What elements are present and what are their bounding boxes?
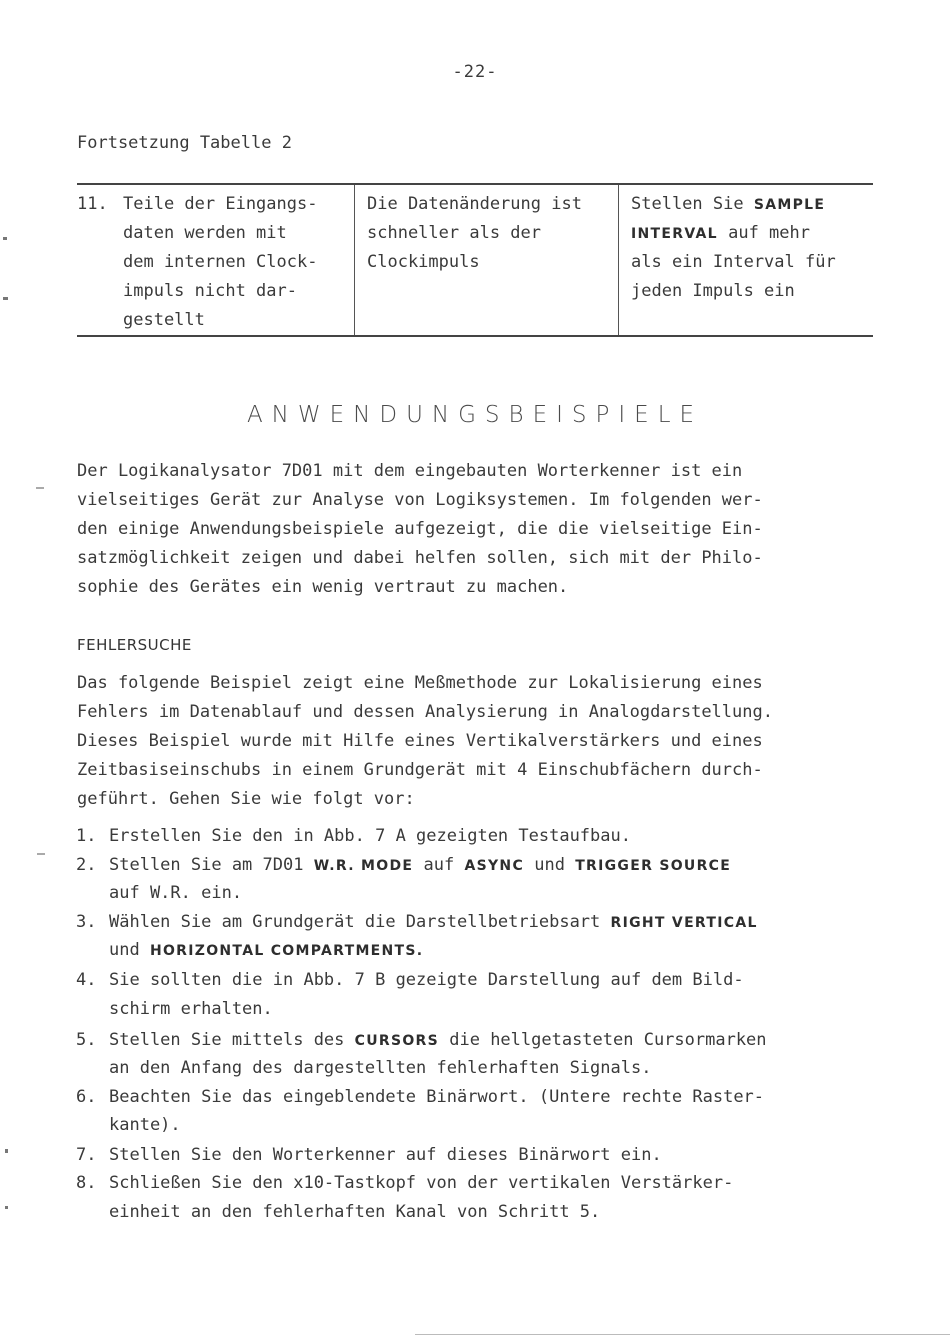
control-name: HORIZONTAL COMPARTMENTS. (149, 943, 424, 959)
scan-mark (37, 853, 45, 855)
paragraph-line: Zeitbasiseinschubs in einem Grundgerät mit 4 Einschubfächern durch- (77, 760, 763, 780)
step-text (109, 1030, 767, 1050)
paragraph-line: Dieses Beispiel wurde mit Hilfe eines Vertikalverstärkers und eines (77, 731, 763, 751)
cell-text: Clockimpuls (367, 252, 480, 272)
step-text: Stellen Sie den Worterkenner auf dieses Binärwort ein. (109, 1145, 662, 1165)
scan-mark (3, 237, 7, 240)
step-text-part: Stellen Sie mittels des (109, 1030, 355, 1050)
paragraph-line: vielseitiges Gerät zur Analyse von Logiksystemen. Im folgenden wer- (77, 490, 763, 510)
table-cell-remedy (618, 185, 874, 335)
paragraph-line: satzmöglichkeit zeigen und dabei helfen sollen, sich mit der Philo- (77, 548, 763, 568)
step-text (109, 940, 423, 960)
cell-text: gestellt (123, 310, 205, 330)
step-text: an den Anfang des dargestellten fehlerhaften Signals. (109, 1058, 652, 1078)
step-text-part: Wählen Sie am Grundgerät die Darstellbetriebsart (109, 912, 611, 932)
cell-text: auf mehr (717, 223, 810, 243)
cell-line (631, 223, 810, 243)
cell-text: schneller als der (367, 223, 541, 243)
step-number: 2. (76, 855, 97, 875)
subheading: FEHLERSUCHE (77, 636, 192, 654)
section-title: ANWENDUNGSBEISPIELE (246, 402, 704, 428)
paragraph-line: Fehlers im Datenablauf und dessen Analysierung in Analogdarstellung. (77, 702, 773, 722)
control-name: RIGHT VERTICAL (610, 915, 758, 931)
step-number: 6. (76, 1087, 97, 1107)
step-text-part: die hellgetasteten Cursormarken (439, 1030, 767, 1050)
step-text: Sie sollten die in Abb. 7 B gezeigte Darstellung auf dem Bild- (109, 970, 744, 990)
step-text (109, 912, 758, 932)
step-number: 8. (76, 1173, 97, 1193)
control-name: CURSORS (354, 1033, 440, 1049)
table-caption: Fortsetzung Tabelle 2 (77, 133, 292, 153)
step-text-part: Stellen Sie am 7D01 (109, 855, 314, 875)
step-text: Erstellen Sie den in Abb. 7 A gezeigten Testaufbau. (109, 826, 631, 846)
row-number: 11. (77, 194, 108, 214)
cell-text: dem internen Clock- (123, 252, 318, 272)
control-name: SAMPLE (753, 197, 826, 213)
cell-text: Die Datenänderung ist (367, 194, 582, 214)
control-name: ASYNC (464, 858, 525, 874)
step-text: auf W.R. ein. (109, 883, 243, 903)
cell-line (631, 194, 825, 214)
page-number: -22- (452, 62, 498, 82)
cell-text: Stellen Sie (631, 194, 754, 214)
table-cell-cause (354, 185, 619, 335)
step-text: Beachten Sie das eingeblendete Binärwort. (Untere rechte Raster- (109, 1087, 765, 1107)
control-name: W.R. MODE (313, 858, 414, 874)
step-text (109, 855, 731, 875)
paragraph-line: sophie des Gerätes ein wenig vertraut zu machen. (77, 577, 569, 597)
table-cell-symptom (77, 185, 352, 335)
step-text: schirm erhalten. (109, 999, 273, 1019)
scan-mark (3, 297, 8, 300)
control-name: INTERVAL (631, 226, 718, 242)
scan-mark (5, 1149, 8, 1153)
step-text: Schließen Sie den x10-Tastkopf von der vertikalen Verstärker- (109, 1173, 734, 1193)
control-name: TRIGGER SOURCE (575, 858, 732, 874)
cell-text: Teile der Eingangs- (123, 194, 318, 214)
step-text-part: auf (413, 855, 465, 875)
paragraph-line: Der Logikanalysator 7D01 mit dem eingebauten Worterkenner ist ein (77, 461, 743, 481)
step-number: 5. (76, 1030, 97, 1050)
cell-text: impuls nicht dar- (123, 281, 297, 301)
scan-mark (36, 487, 44, 489)
paragraph-line: geführt. Gehen Sie wie folgt vor: (77, 789, 415, 809)
cell-text: daten werden mit (123, 223, 287, 243)
paragraph-line: den einige Anwendungsbeispiele aufgezeigt, die die vielseitige Ein- (77, 519, 763, 539)
scan-mark (5, 1206, 8, 1209)
step-text-part: und (524, 855, 576, 875)
step-number: 4. (76, 970, 97, 990)
paragraph-line: Das folgende Beispiel zeigt eine Meßmethode zur Lokalisierung eines (77, 673, 763, 693)
step-number: 1. (76, 826, 97, 846)
step-text: kante). (109, 1115, 181, 1135)
cell-text: jeden Impuls ein (631, 281, 795, 301)
step-text-part: und (109, 940, 150, 960)
step-number: 3. (76, 912, 97, 932)
troubleshooting-table (77, 183, 873, 337)
step-text: einheit an den fehlerhaften Kanal von Schritt 5. (109, 1202, 601, 1222)
scan-edge-line (415, 1334, 950, 1335)
cell-text: als ein Interval für (631, 252, 836, 272)
step-number: 7. (76, 1145, 97, 1165)
